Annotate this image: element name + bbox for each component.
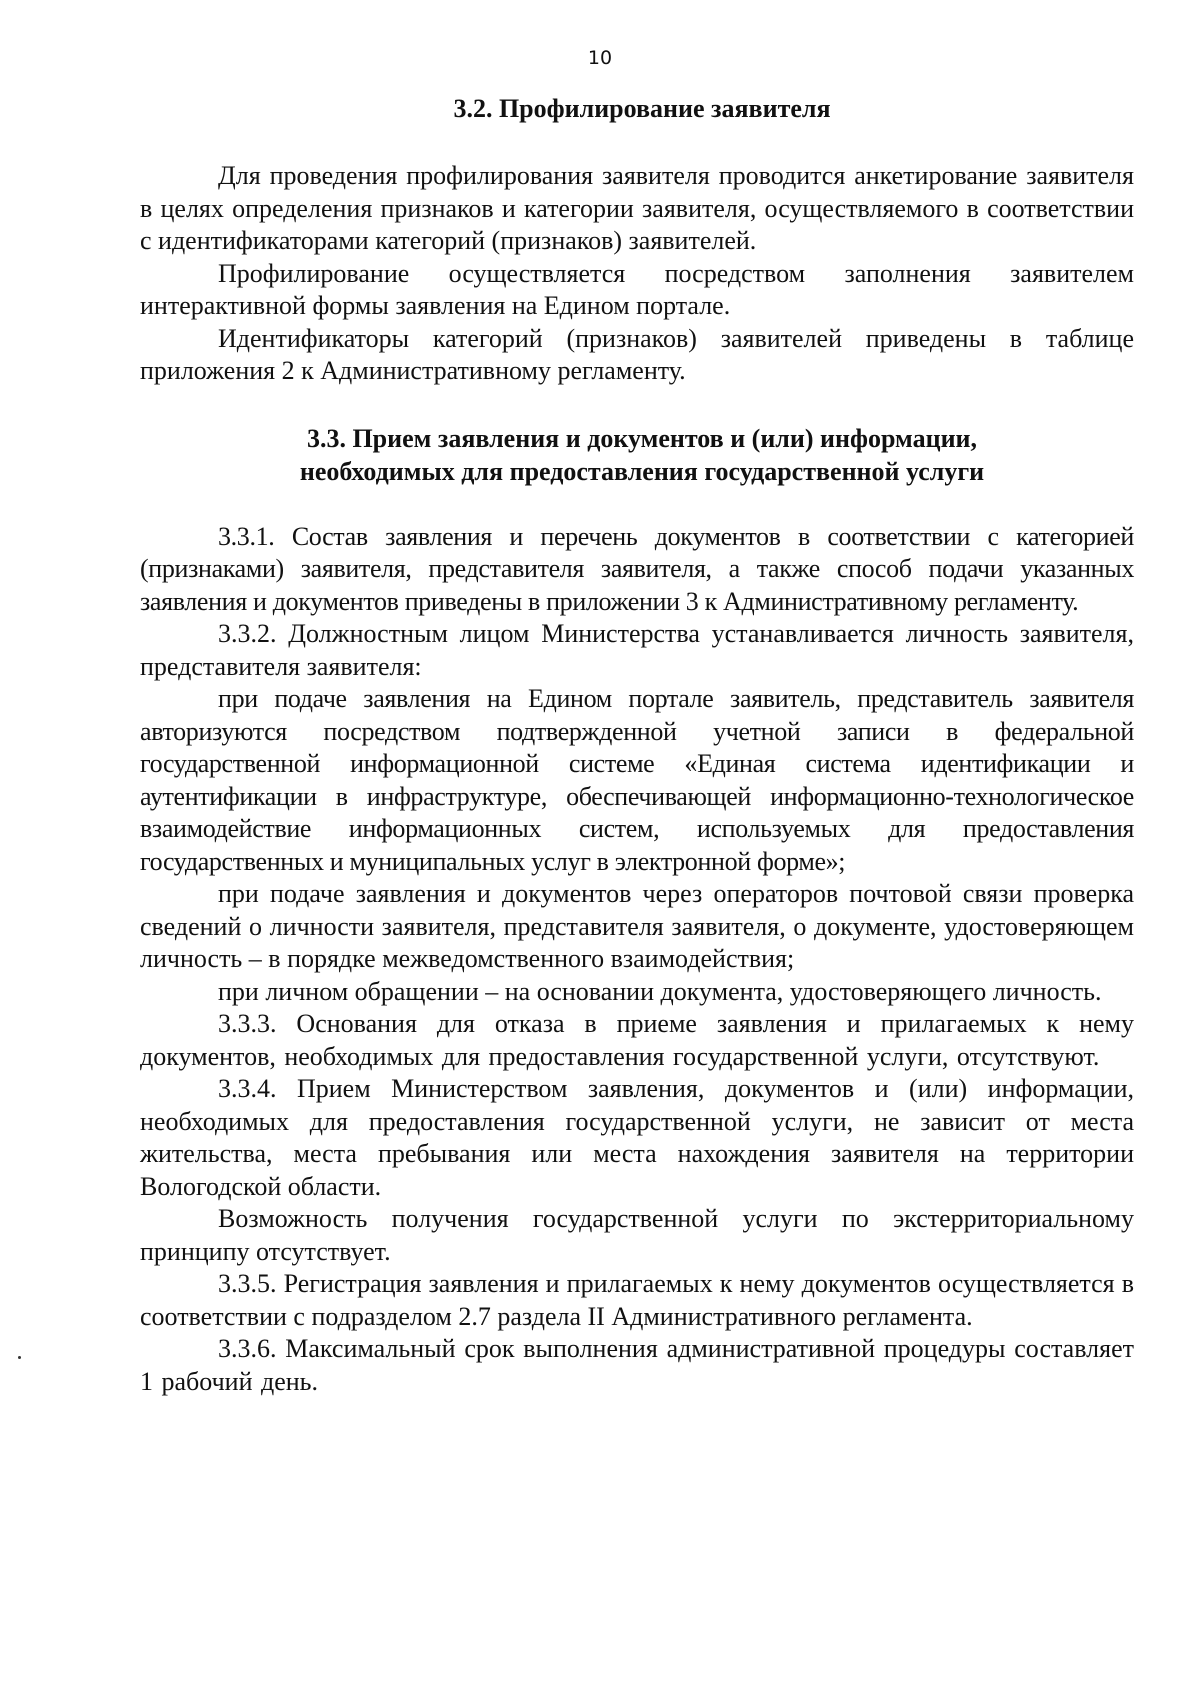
paragraph-3-3-2-portal: при подаче заявления на Едином портале заявитель, представитель заявителя авторизуются посредством подтвержденной учетной записи в федеральной государственной информационной системе «Единая система идентификации и аутентификации в инфраструктуре, обеспечивающей информационно-технологическое взаимодействие информационных систем, используемых для предоставления государственных и муниципальных услуг в электронной форме»; — [140, 684, 1134, 876]
section-3-3-heading-line-2: необходимых для предоставления государственной услуги — [299, 456, 985, 486]
paragraph-3-3-4-extraterritorial: Возможность получения государственной услуги по экстерриториальному принципу отсутствует. — [140, 1204, 1134, 1266]
scan-speck — [18, 1356, 21, 1359]
section-3-2-paragraph-2: Профилирование осуществляется посредством заполнения заявителем интерактивной формы заявления на Едином портале. — [140, 258, 1134, 320]
section-3-3-heading — [140, 422, 1134, 488]
section-3-2-paragraph-3: Идентификаторы категорий (признаков) заявителей приведены в таблице приложения 2 к Административному регламенту. — [140, 323, 1134, 385]
paragraph-3-3-2: 3.3.2. Должностным лицом Министерства устанавливается личность заявителя, представителя заявителя: — [140, 619, 1134, 681]
section-3-2-heading: 3.2. Профилирование заявителя — [453, 94, 831, 123]
paragraph-3-3-3: 3.3.3. Основания для отказа в приеме заявления и прилагаемых к нему документов, необходимых для предоставления государственной услуги, отсутствуют. — [140, 1009, 1134, 1071]
paragraph-3-3-2-personal: при личном обращении – на основании документа, удостоверяющего личность. — [218, 976, 1102, 1006]
paragraph-3-3-6: 3.3.6. Максимальный срок выполнения административной процедуры составляет 1 рабочий день. — [140, 1334, 1134, 1396]
paragraph-3-3-2-postal: при подаче заявления и документов через операторов почтовой связи проверка сведений о личности заявителя, представителя заявителя, о документе, удостоверяющем личность – в порядке межведомственного взаимодействия; — [140, 879, 1134, 973]
section-3-2-paragraph-1: Для проведения профилирования заявителя проводится анкетирование заявителя в целях определения признаков и категории заявителя, осуществляемого в соответствии с идентификаторами категорий (признаков) заявителей. — [140, 161, 1134, 255]
section-3-3-heading-line-1: 3.3. Прием заявления и документов и (или) информации, — [306, 423, 978, 453]
paragraph-3-3-1: 3.3.1. Состав заявления и перечень документов в соответствии с категорией (признаками) заявителя, представителя заявителя, а также способ подачи указанных заявления и документов приведены в приложении 3 к Административному регламенту. — [140, 521, 1134, 616]
paragraph-3-3-5: 3.3.5. Регистрация заявления и прилагаемых к нему документов осуществляется в соответствии с подразделом 2.7 раздела II Административного регламента. — [140, 1269, 1134, 1331]
document-body — [140, 92, 1134, 1398]
page-number: 10 — [587, 47, 613, 69]
paragraph-3-3-4: 3.3.4. Прием Министерством заявления, документов и (или) информации, необходимых для предоставления государственной услуги, не зависит от места жительства, места пребывания или места нахождения заявителя на территории Вологодской области. — [140, 1074, 1134, 1201]
